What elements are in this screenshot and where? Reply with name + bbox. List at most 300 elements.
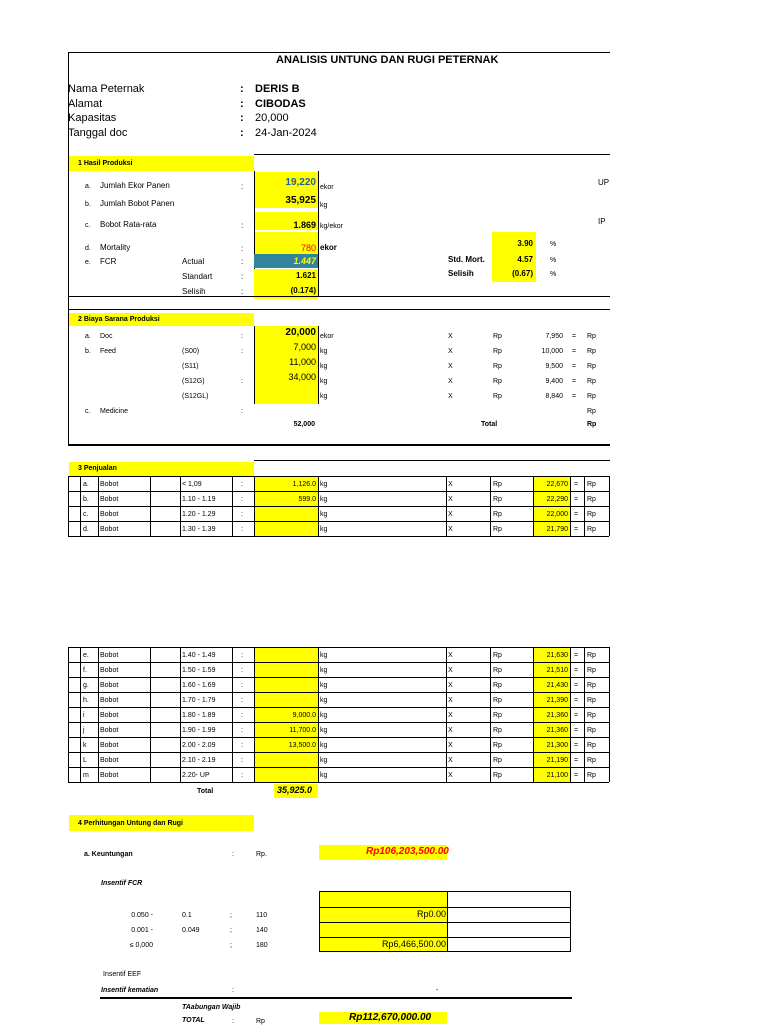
insentif-kematian-value: -: [436, 987, 439, 994]
row-price: 22,290: [546, 496, 568, 503]
row-price: 21,360: [546, 727, 568, 734]
total-rp: Rp: [256, 1018, 265, 1025]
fcr-box-h: [319, 891, 571, 892]
row-rp2: Rp: [587, 697, 596, 704]
row-letter: b.: [85, 348, 91, 355]
mort-stat-unit: %: [550, 257, 557, 264]
s2-total-rp: Rp: [587, 421, 597, 428]
fcr-box-v: [319, 891, 320, 951]
row-eq: =: [574, 712, 579, 719]
fcr-box-h: [319, 922, 571, 923]
row-price: 22,670: [546, 481, 568, 488]
sales-row-rule: [68, 767, 609, 768]
section-2-title: 2 Biaya Sarana Produksi: [78, 316, 160, 323]
row-unit: kg: [320, 757, 328, 764]
row-x: X: [448, 526, 453, 533]
fcr-range-from: 0.001 -: [131, 927, 153, 934]
row-rp: Rp: [493, 727, 502, 734]
row-range: < 1,09: [182, 481, 202, 488]
mort-stat-value: 4.57: [517, 255, 533, 264]
row-price: 21,630: [546, 652, 568, 659]
fcr-box-h: [319, 907, 571, 908]
header-label: Alamat: [68, 97, 103, 110]
sales-table-col: [490, 647, 491, 782]
row-letter: a.: [85, 333, 91, 340]
header-label: Nama Peternak: [68, 83, 145, 95]
row-letter: g.: [83, 682, 89, 689]
fcr-rate: 140: [256, 927, 268, 934]
summary-rule: [100, 997, 572, 999]
row-x: X: [448, 333, 453, 340]
fcr-label: Actual: [182, 257, 205, 266]
header-sep: :: [240, 126, 244, 139]
row-label: Bobot: [100, 697, 119, 704]
row-x: X: [448, 348, 453, 355]
row-range: 2.00 - 2.09: [182, 742, 216, 749]
s2-col-left: [254, 326, 255, 404]
fcr-range-from: ≤ 0,000: [129, 942, 153, 949]
row-rp: Rp: [493, 697, 502, 704]
row-label: Bobot: [100, 772, 119, 779]
mort-stat-unit: %: [550, 241, 557, 248]
row-label: Bobot: [100, 511, 119, 518]
row-rp: Rp: [493, 511, 502, 518]
mort-stat-label: Selisih: [448, 269, 474, 278]
row-unit: kg: [320, 772, 328, 779]
row-x: X: [448, 742, 453, 749]
row-eq: =: [572, 393, 577, 400]
fcr-sep: ;: [230, 942, 232, 949]
row-unit: kg: [320, 667, 328, 674]
row-eq: =: [574, 772, 579, 779]
sales-table-col: [68, 647, 69, 782]
mort-stat-unit: %: [550, 271, 557, 278]
row-unit: kg: [320, 348, 328, 355]
row-label: Bobot: [100, 757, 119, 764]
row-unit: kg: [320, 202, 328, 209]
row-sep: :: [241, 348, 243, 355]
row-x: X: [448, 727, 453, 734]
row-eq: =: [574, 727, 579, 734]
insentif-fcr-label: Insentif FCR: [101, 880, 143, 887]
header-sep: :: [240, 112, 244, 124]
row-rp2: Rp: [587, 481, 596, 488]
row-rp: Rp: [493, 378, 502, 385]
fcr-sep: :: [241, 257, 244, 266]
row-letter: a.: [85, 183, 91, 190]
row-sep: :: [241, 526, 243, 533]
row-label: Mortality: [100, 243, 131, 252]
row-unit: kg: [320, 697, 328, 704]
row-value: 11,000: [289, 357, 316, 367]
row-price: 21,430: [546, 682, 568, 689]
row-unit: kg: [320, 526, 328, 533]
row-eq: =: [572, 378, 577, 385]
total-sep: :: [232, 1018, 234, 1025]
sales-row-rule: [68, 707, 609, 708]
sales-row-rule: [68, 752, 609, 753]
fcr-value: 1.621: [295, 271, 316, 280]
row-unit: kg: [320, 511, 328, 518]
row-letter: c.: [85, 222, 91, 229]
sales-value-bg: [255, 507, 318, 521]
sales-value-bg: [255, 693, 318, 707]
row-letter: d.: [83, 526, 89, 533]
row-range: 1.30 - 1.39: [182, 526, 216, 533]
mort-stat-value: 3.90: [517, 239, 533, 248]
fcr-box-h: [319, 937, 571, 938]
row-label: Medicine: [100, 408, 129, 415]
sales-table-col: [446, 647, 447, 782]
row-x: X: [448, 697, 453, 704]
sales-row-rule: [68, 521, 609, 522]
row-letter: e.: [83, 652, 89, 659]
row-rp2: Rp: [587, 526, 596, 533]
total-label: TOTAL: [182, 1017, 205, 1024]
row-price: 8,840: [545, 393, 563, 400]
row-rp2: Rp: [587, 772, 596, 779]
sales-row-rule: [68, 536, 609, 537]
fcr-sep: ;: [230, 912, 232, 919]
row-rp: Rp: [493, 348, 502, 355]
header-label: Kapasitas: [68, 112, 117, 124]
row-sep: :: [241, 333, 243, 340]
row-range: 1.50 - 1.59: [182, 667, 216, 674]
row-unit: kg/ekor: [320, 223, 343, 230]
row-price: 7,950: [545, 333, 563, 340]
row-range: 2.10 - 2.19: [182, 757, 216, 764]
row-rp: Rp: [493, 712, 502, 719]
row-value: 780: [300, 243, 316, 253]
header-sep: :: [240, 83, 244, 95]
row-price: 9,500: [545, 363, 563, 370]
sales-row-rule: [68, 677, 609, 678]
fcr-incentive-value: Rp6,466,500.00: [381, 939, 446, 949]
row-letter: m: [83, 772, 89, 779]
sales-table-col: [150, 647, 151, 782]
row-letter: L: [83, 757, 87, 764]
row-sep: :: [241, 496, 243, 503]
row-unit: kg: [320, 652, 328, 659]
row-unit: ekor: [320, 184, 334, 191]
header-value: CIBODAS: [255, 97, 306, 110]
row-rp: Rp: [493, 667, 502, 674]
row-label: Bobot: [100, 742, 119, 749]
row-range: 1.20 - 1.29: [182, 511, 216, 518]
row-eq: =: [574, 652, 579, 659]
fcr-range-to: 0.1: [182, 912, 192, 919]
row-rp: Rp: [493, 757, 502, 764]
row-rp2: Rp: [587, 333, 596, 340]
row-unit: kg: [320, 496, 328, 503]
row-price: 21,790: [546, 526, 568, 533]
fcr-incentive-value: Rp0.00: [416, 909, 446, 919]
sales-table-col: [98, 647, 99, 782]
row-price: 10,000: [541, 348, 563, 355]
row-eq: =: [572, 363, 577, 370]
row-letter: b.: [83, 496, 89, 503]
row-letter: b.: [85, 201, 91, 208]
row-label: Bobot: [100, 712, 119, 719]
row-value: 19,220: [285, 177, 316, 188]
fcr-box-v: [447, 891, 448, 951]
top-rule: [68, 52, 610, 53]
row-sep: :: [241, 244, 244, 253]
section-4-title: 4 Perhitungan Untung dan Rugi: [78, 820, 183, 827]
sales-table-col: [570, 647, 571, 782]
row-eq: =: [574, 481, 579, 488]
row-rp: Rp: [493, 496, 502, 503]
keuntungan-label: a. Keuntungan: [84, 851, 133, 858]
row-price: 21,510: [546, 667, 568, 674]
row-x: X: [448, 652, 453, 659]
row-rp2: Rp: [587, 348, 596, 355]
row-eq: =: [574, 757, 579, 764]
row-label: Bobot: [100, 667, 119, 674]
mort-stat-value: (0.67): [512, 269, 533, 278]
sales-table-col: [180, 647, 181, 782]
row-x: X: [448, 496, 453, 503]
row-rp2: Rp: [587, 712, 596, 719]
row-value: 1,126.0: [292, 481, 316, 488]
row-eq: =: [574, 697, 579, 704]
sales-value-bg: [255, 522, 318, 536]
sec3-top-rule: [254, 460, 610, 461]
row-price: 9,400: [545, 378, 563, 385]
sec1-bottom-rule: [68, 296, 610, 297]
row-x: X: [448, 378, 453, 385]
tabungan-label: TAabungan Wajib: [182, 1004, 241, 1011]
sales-table-col: [609, 476, 610, 536]
row-label: Bobot Rata-rata: [100, 220, 157, 229]
row-value: 11,700.0: [289, 727, 316, 734]
section-3-title: 3 Penjualan: [78, 465, 117, 472]
row-eq: =: [572, 333, 577, 340]
row-value: 7,000: [293, 342, 316, 352]
header-value: 20,000: [255, 112, 289, 124]
keuntungan-rp: Rp.: [256, 851, 267, 858]
row-label: Bobot: [100, 496, 119, 503]
fcr-value: 1.447: [293, 256, 316, 266]
row-label: Jumlah Bobot Panen: [100, 199, 175, 208]
row-rp2: Rp: [587, 742, 596, 749]
row-rp: Rp: [493, 682, 502, 689]
row-letter: h.: [83, 697, 89, 704]
row-rp: Rp: [493, 772, 502, 779]
row-value: 35,925: [285, 195, 316, 206]
row-unit: ekor: [320, 333, 334, 340]
total-value: Rp112,670,000.00: [349, 1012, 432, 1023]
fcr-box-v: [570, 891, 571, 951]
row-range: 1.70 - 1.79: [182, 697, 216, 704]
sales-table-col: [609, 647, 610, 782]
fcr-rate: 180: [256, 942, 268, 949]
sales-row-rule: [68, 692, 609, 693]
row-x: X: [448, 393, 453, 400]
row-price: 22,000: [546, 511, 568, 518]
sales-table-col: [584, 647, 585, 782]
row-unit: kg: [320, 363, 328, 370]
row-x: X: [448, 757, 453, 764]
row-label: FCR: [100, 257, 117, 266]
fcr-value: (0.174): [290, 286, 316, 295]
row-label: Bobot: [100, 727, 119, 734]
row-value: 34,000: [288, 372, 316, 382]
row-extra-label: IP: [598, 217, 606, 226]
row-sep: :: [241, 481, 243, 488]
row-rp2: Rp: [587, 496, 596, 503]
row-sep: :: [241, 772, 243, 779]
sales-row-rule: [68, 491, 609, 492]
row-value: 1.869: [293, 220, 316, 230]
insentif-kematian-label: Insentif kematian: [101, 987, 159, 994]
row-sep: :: [241, 712, 243, 719]
row-range: 1.80 - 1.89: [182, 712, 216, 719]
row-letter: c.: [83, 511, 89, 518]
keuntungan-sep: :: [232, 851, 234, 858]
row-rp: Rp: [493, 481, 502, 488]
row-label: Bobot: [100, 652, 119, 659]
row-letter: d.: [85, 245, 91, 252]
sales-row-rule: [68, 506, 609, 507]
s1-col-right: [318, 171, 319, 297]
sales-row-rule: [68, 782, 609, 783]
row-label: Feed: [100, 348, 116, 355]
row-rp: Rp: [493, 363, 502, 370]
row-sub: (S12G): [182, 378, 205, 385]
fcr-sep: ;: [230, 927, 232, 934]
row-sep: :: [241, 511, 243, 518]
row-rp: Rp: [493, 393, 502, 400]
row-sep: :: [241, 697, 243, 704]
row-label: Jumlah Ekor Panen: [100, 181, 170, 190]
row-rp2: Rp: [587, 757, 596, 764]
s3-total-label: Total: [197, 788, 214, 795]
sales-table-col: [232, 647, 233, 782]
row-range: 1.60 - 1.69: [182, 682, 216, 689]
row-price: 21,390: [546, 697, 568, 704]
sec1-bottom-rule-2: [68, 309, 610, 310]
row-label: Bobot: [100, 526, 119, 533]
row-x: X: [448, 511, 453, 518]
row-sep: :: [241, 221, 244, 230]
row-x: X: [448, 682, 453, 689]
fcr-range-to: 0.049: [182, 927, 200, 934]
row-rp2: Rp: [587, 511, 596, 518]
row-unit: ekor: [320, 243, 337, 252]
row-eq: =: [574, 511, 579, 518]
row-x: X: [448, 772, 453, 779]
header-sep: :: [240, 97, 244, 110]
row-sep: :: [241, 378, 243, 385]
row-rp2: Rp: [587, 682, 596, 689]
row-x: X: [448, 481, 453, 488]
row-label: Doc: [100, 333, 113, 340]
row-price: 21,360: [546, 712, 568, 719]
sales-value-bg: [255, 648, 318, 662]
row-price: 21,100: [546, 772, 568, 779]
row-range: 2.20- UP: [182, 772, 210, 779]
row-rp: Rp: [493, 333, 502, 340]
row-rp2: Rp: [587, 378, 596, 385]
header-value: DERIS B: [255, 83, 300, 95]
s3-total-value: 35,925.0: [277, 785, 313, 795]
row-value: 599.0: [298, 496, 316, 503]
row-unit: kg: [320, 682, 328, 689]
s2-total-label: Total: [481, 421, 498, 428]
row-eq: =: [574, 742, 579, 749]
fcr-box-bottom: [254, 296, 319, 297]
row-sub: (S00): [182, 348, 200, 355]
sales-row-rule: [68, 662, 609, 663]
row-unit: kg: [320, 378, 328, 385]
row-sub: (S12GL): [182, 393, 209, 400]
row-unit: kg: [320, 727, 328, 734]
sales-table-col: [80, 647, 81, 782]
row-rp2: Rp: [587, 363, 596, 370]
row-x: X: [448, 667, 453, 674]
row-letter: a.: [83, 481, 89, 488]
insentif-eef-label: Insentif EEF: [103, 971, 142, 978]
row-sep: :: [241, 408, 243, 415]
row-sub: (S11): [182, 363, 199, 370]
row-eq: =: [574, 526, 579, 533]
fcr-sep: :: [241, 287, 244, 296]
sales-row-rule: [68, 722, 609, 723]
section-1-title: 1 Hasil Produksi: [78, 160, 133, 167]
fcr-sep: :: [241, 272, 244, 281]
row-sep: :: [241, 742, 243, 749]
row-sep: :: [241, 182, 244, 191]
row-letter: j: [83, 727, 85, 734]
row-letter: c.: [85, 408, 91, 415]
row-rp2: Rp: [587, 393, 596, 400]
fcr-label: Selisih: [182, 287, 206, 296]
header-label: Tanggal doc: [68, 126, 128, 139]
row-letter: i: [83, 712, 85, 719]
row-label: Bobot: [100, 682, 119, 689]
row-rp: Rp: [493, 742, 502, 749]
row-sep: :: [241, 682, 243, 689]
header-value: 24-Jan-2024: [255, 126, 317, 139]
row-sep: :: [241, 727, 243, 734]
row-unit: kg: [320, 393, 328, 400]
sales-row-rule: [68, 737, 609, 738]
row-price: 21,300: [546, 742, 568, 749]
row-unit: kg: [320, 481, 328, 488]
row-rp2: Rp: [587, 667, 596, 674]
fcr-rate: 110: [256, 912, 268, 919]
row-letter: e.: [85, 259, 91, 266]
sales-value-bg: [255, 678, 318, 692]
sales-value-bg: [255, 663, 318, 677]
fcr-box-h: [319, 951, 571, 952]
row-eq: =: [574, 682, 579, 689]
s2-col-right: [318, 326, 319, 404]
row-range: 1.90 - 1.99: [182, 727, 216, 734]
fcr-range-from: 0.050 -: [131, 912, 153, 919]
row-rp: Rp: [493, 526, 502, 533]
row-x: X: [448, 712, 453, 719]
fcr-label: Standart: [182, 272, 213, 281]
row-value: 20,000: [285, 327, 316, 338]
row-rp: Rp: [493, 652, 502, 659]
row-price: 21,190: [546, 757, 568, 764]
row-range: 1.10 - 1.19: [182, 496, 216, 503]
row-sep: :: [241, 667, 243, 674]
report-title: ANALISIS UNTUNG DAN RUGI PETERNAK: [276, 54, 499, 66]
row-extra-label: UP: [598, 178, 610, 187]
